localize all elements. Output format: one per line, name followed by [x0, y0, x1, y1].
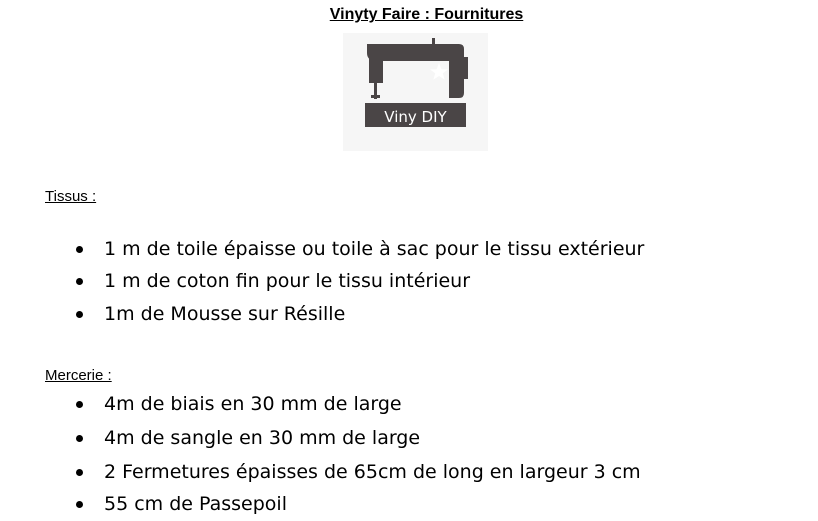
viny-diy-logo [343, 33, 488, 151]
bullet-icon [76, 469, 83, 476]
section-heading-tissus: Tissus : [45, 188, 97, 205]
list-item-text: 2 Fermetures épaisses de 65cm de long en largeur 3 cm [104, 461, 641, 483]
bullet-icon [76, 401, 83, 408]
logo-text: Viny DIY [384, 108, 447, 126]
list-item-text: 1 m de toile épaisse ou toile à sac pour le tissu extérieur [104, 238, 645, 260]
list-item-text: 1m de Mousse sur Résille [104, 303, 346, 325]
bullet-icon [76, 278, 83, 285]
bullet-icon [76, 311, 83, 318]
list-item-text: 55 cm de Passepoil [104, 493, 287, 515]
list-item-text: 1 m de coton fin pour le tissu intérieur [104, 270, 471, 292]
bullet-icon [76, 246, 83, 253]
section-heading-mercerie: Mercerie : [45, 367, 112, 384]
list-item-text: 4m de sangle en 30 mm de large [104, 427, 421, 449]
list-item-text: 4m de biais en 30 mm de large [104, 393, 402, 415]
document-title: Vinyty Faire : Fournitures [329, 6, 524, 23]
bullet-icon [76, 501, 83, 508]
bullet-icon [76, 435, 83, 442]
sewing-machine-icon [343, 33, 488, 151]
